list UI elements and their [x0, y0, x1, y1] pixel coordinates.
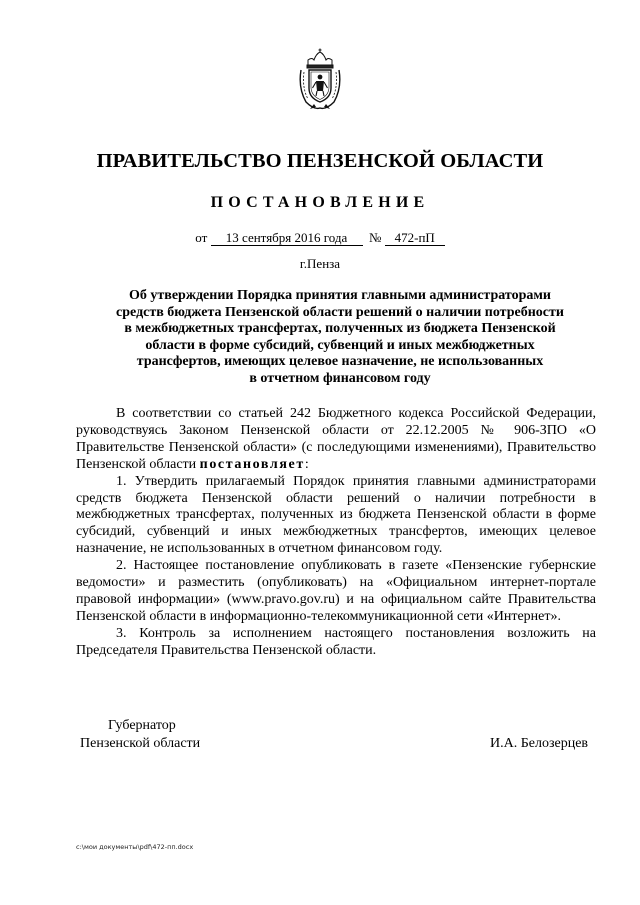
preamble-text: В соответствии со статьей 242 Бюджетного кодекса Российской Федерации, руководствуясь Законом Пензенской области от 22.12.2005 № 906-ЗПО «О Правительстве Пензенской области» (с последующими изменениями), Правительство Пензенской области: [76, 406, 596, 472]
subject-line: трансфертов, имеющих целевое назначение, не использованных: [136, 354, 544, 370]
signatory-role-line-2: Пензенской области: [80, 736, 201, 751]
subject-line: области в форме субсидий, субвенций и иных межбюджетных: [145, 337, 535, 353]
subject-line: Об утверждении Порядка принятия главными администраторами: [129, 288, 551, 303]
document-body: [76, 406, 596, 660]
preamble-paragraph: [76, 406, 596, 474]
subject-line: средств бюджета Пензенской области решений о наличии потребности: [116, 304, 564, 320]
document-subject: [80, 288, 600, 388]
signatory-role-line-1: Губернатор: [108, 718, 176, 733]
date-number-line: [0, 230, 640, 246]
item-1-paragraph: 1. Утвердить прилагаемый Порядок принятия главными администраторами средств бюджета Пензенской области решений о наличии потребности в межбюджетных трансфертах, полученных из бюджета Пензенской области в форме субсидий, субвенций и иных межбюджетных трансфертов, имеющих целевое назначение, не использованных в отчетном финансовом году.: [76, 473, 596, 557]
footer-file-path: c:\мои документы\pdf\472-пп.docx: [76, 843, 194, 851]
number-prefix: №: [369, 230, 382, 245]
penza-coat-of-arms-icon: [296, 48, 344, 110]
subject-line: в отчетном финансовом году: [249, 370, 431, 386]
item-2-paragraph: 2. Настоящее постановление опубликовать в газете «Пензенские губернские ведомости» и разместить (опубликовать) на «Официальном интернет-портале правовой информации» (www.pravo.gov.ru) и на официальном сайте Правительства Пензенской области в информационно-телекоммуникационной сети «Интернет».: [76, 558, 596, 624]
decree-colon: :: [304, 456, 309, 472]
government-title: ПРАВИТЕЛЬСТВО ПЕНЗЕНСКОЙ ОБЛАСТИ: [96, 150, 544, 172]
subject-line: в межбюджетных трансфертах, полученных из бюджета Пензенской: [124, 321, 556, 337]
document-type-heading: ПОСТАНОВЛЕНИЕ: [210, 194, 430, 211]
city: г.Пенза: [299, 256, 341, 271]
signatory-name: И.А. Белозерцев: [490, 736, 589, 751]
date-prefix: от: [195, 230, 208, 245]
item-3-paragraph: 3. Контроль за исполнением настоящего постановления возложить на Председателя Правительства Пензенской области.: [76, 625, 596, 658]
decree-word: постановляет: [199, 456, 305, 472]
document-date: 13 сентября 2016 года: [211, 231, 363, 246]
document-number: 472-пП: [385, 231, 445, 246]
